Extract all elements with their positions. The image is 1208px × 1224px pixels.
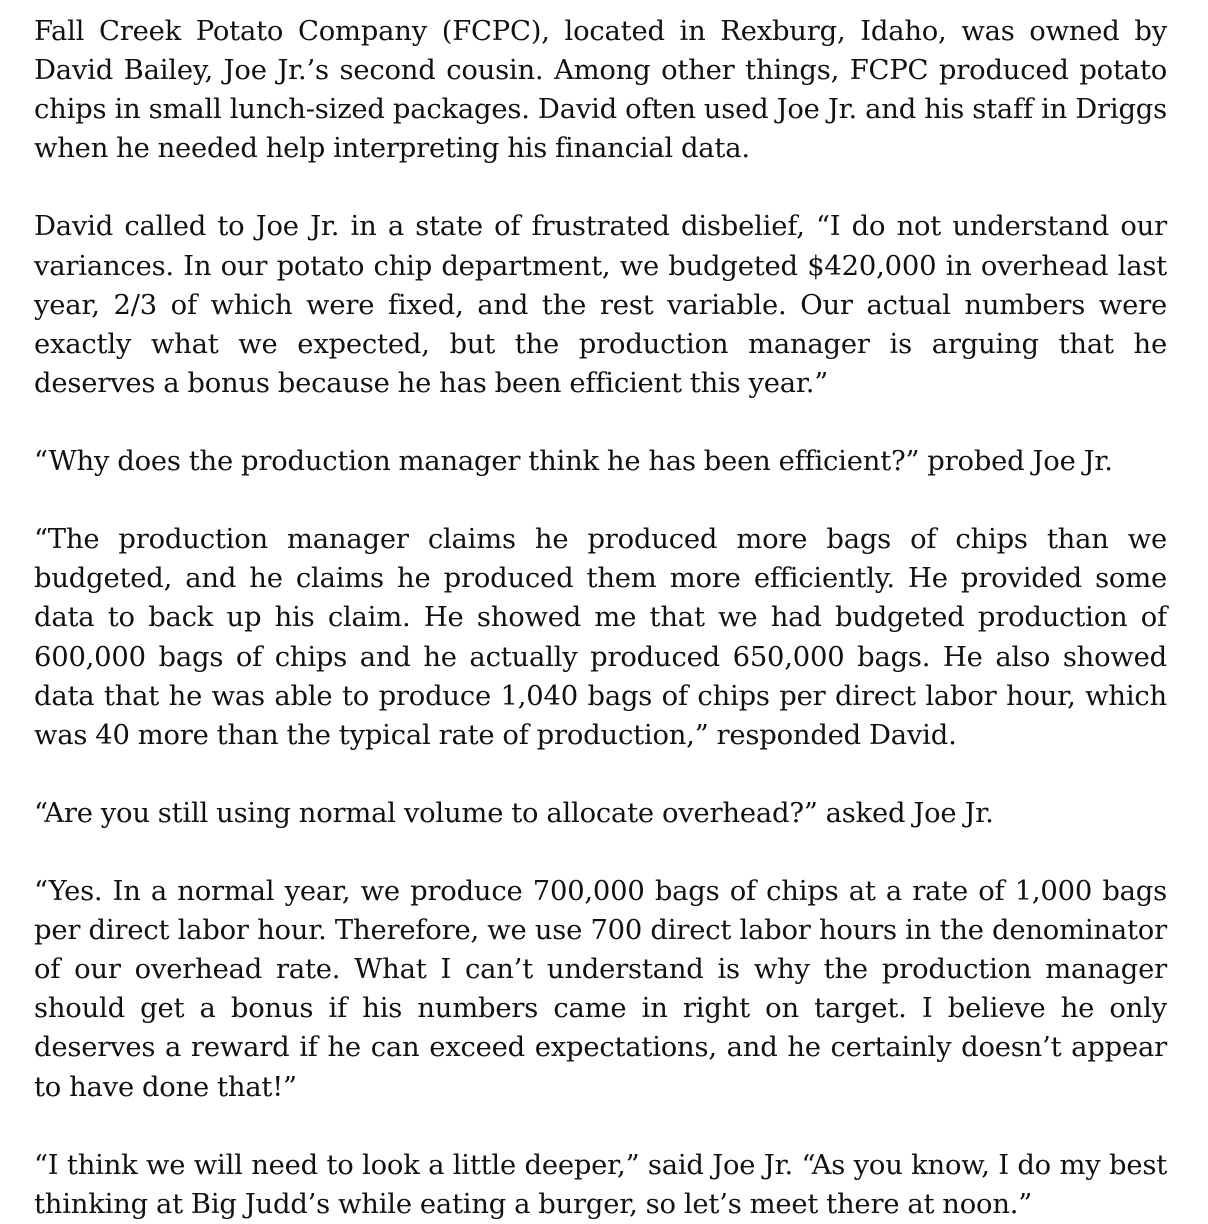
paragraph-david-call: David called to Joe Jr. in a state of frustrated disbelief, “I do not understand our variances. In our potato chip department, we budgeted $420,000 in overhead last year, 2/3 of which were fixed, and the rest variable. Our actual numbers were exactly what we expected, but the production manager is arguing that he deserves a bonus because he has been efficient this year.” xyxy=(34,211,1167,399)
paragraph-production-claim: “The production manager claims he produced more bags of chips than we budgeted, and he claims he produced them more efficiently. He provided some data to back up his claim. He showed me that we had budgeted production of 600,000 bags of chips and he actually produced 650,000 bags. He also showed data that he was able to produce 1,040 bags of chips per direct labor hour, which was 40 more than the typical rate of production,” responded David. xyxy=(34,524,1167,751)
paragraph-intro: Fall Creek Potato Company (FCPC), located in Rexburg, Idaho, was owned by David Bailey, Joe Jr.’s second cousin. Among other things, FCPC produced potato chips in small lunch-sized packages. David often used Joe Jr. and his staff in Driggs when he needed help interpreting his financial data. xyxy=(34,16,1167,165)
paragraph-normal-volume-question: “Are you still using normal volume to allocate overhead?” asked Joe Jr. xyxy=(34,797,994,829)
paragraph-normal-volume-answer: “Yes. In a normal year, we produce 700,000 bags of chips at a rate of 1,000 bags per direct labor hour. Therefore, we use 700 direct labor hours in the denominator of our overhead rate. What I can’t understand is why the production manager should get a bonus if his numbers came in right on target. I believe he only deserves a reward if he can exceed expectations, and he certainly doesn’t appear to have done that!” xyxy=(34,876,1167,1103)
paragraph-meeting: “I think we will need to look a little deeper,” said Joe Jr. “As you know, I do my best thinking at Big Judd’s while eating a burger, so let’s meet there at noon.” xyxy=(34,1149,1167,1220)
paragraph-joe-question: “Why does the production manager think he has been efficient?” probed Joe Jr. xyxy=(34,446,1113,478)
